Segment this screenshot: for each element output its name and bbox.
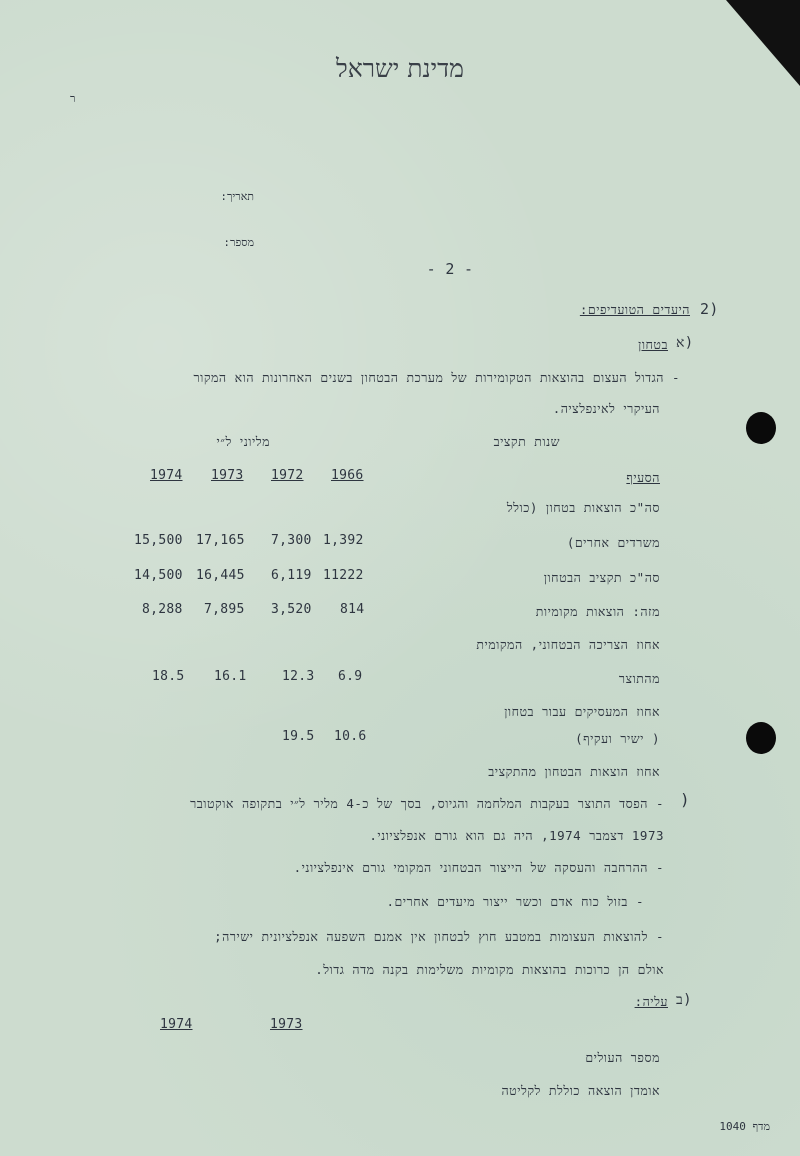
row-label: אחוז המעסיקים עבור בטחון: [504, 704, 660, 719]
folded-corner: [726, 0, 800, 86]
millions-label: מליוני ל״י: [216, 434, 270, 449]
section-number: 2): [700, 300, 719, 318]
table-cell: 6,119: [271, 568, 312, 583]
sub-b-title: עליה:: [634, 994, 668, 1009]
para2-line2: 1973 דצמבר 1974, היה גם הוא גורם אנפלציוני.: [369, 828, 664, 843]
date-label: תאריך:: [220, 190, 254, 203]
sub-b-letter: ב): [676, 992, 692, 1008]
corner-mark: ר: [70, 92, 76, 105]
table-cell: 8,288: [142, 602, 183, 617]
item-header: הסעיף: [626, 470, 660, 485]
table-cell: 3,520: [271, 602, 312, 617]
table-cell: 11222: [323, 568, 364, 583]
table-cell: 7,300: [271, 533, 312, 548]
bullet-item: - בזול כוח אדם וכשר ייצור מיעדים אחרים.: [386, 894, 644, 909]
table-cell: 12.3: [282, 669, 315, 684]
row-label: אחוז הוצאות הבטחון מהתקציב: [488, 764, 660, 779]
footer-form-number: מדף 1040: [719, 1120, 770, 1133]
page-number: - 2 -: [426, 260, 474, 278]
para5-line2: אולם הן כרוכות בהוצאות מקומיות משלימות בקנה מדה גדול.: [315, 962, 664, 977]
table-cell: 15,500: [134, 533, 183, 548]
year-header: 1972: [271, 468, 304, 483]
row-label: ( ישיר ועקיף): [575, 731, 660, 746]
table-cell: 18.5: [152, 669, 185, 684]
punch-hole: [746, 412, 776, 444]
aliya-year: 1973: [270, 1017, 303, 1032]
table-cell: 14,500: [134, 568, 183, 583]
year-header: 1966: [331, 468, 364, 483]
row-label: סה"כ תקציב הבטחון: [543, 570, 660, 585]
table-cell: 17,165: [196, 533, 245, 548]
aliya-row: מספר העולים: [585, 1050, 660, 1065]
aliya-year: 1974: [160, 1017, 193, 1032]
table-cell: 10.6: [334, 729, 367, 744]
row-label: מהתוצר: [618, 671, 660, 686]
table-cell: 6.9: [338, 669, 363, 684]
budget-year-label: שנות תקציב: [493, 434, 560, 449]
para2-line1: - הפסד התוצר בעקבות המלחמה והגיוס, בסך של כ-4 מליר ל״י בתקופה אוקטובר: [190, 796, 664, 811]
row-label: מזה: הוצאות מקומיות: [535, 604, 660, 619]
row-label: סה"כ הוצאות בטחון (כולל: [506, 500, 660, 515]
punch-hole: [746, 722, 776, 754]
table-cell: 16.1: [214, 669, 247, 684]
sub-a-letter: א): [676, 335, 694, 351]
sub-a-title: בטחון: [638, 337, 668, 352]
table-cell: 19.5: [282, 729, 315, 744]
number-label: מספר:: [223, 236, 254, 249]
letterhead: מדינת ישראל: [336, 54, 464, 83]
year-header: 1973: [211, 468, 244, 483]
bullet-item: - ההרחבה והעסקה של הייצור הבטחוני המקומי גורם אינפלציוני.: [293, 860, 664, 875]
year-header: 1974: [150, 468, 183, 483]
table-cell: 1,392: [323, 533, 364, 548]
table-cell: 16,445: [196, 568, 245, 583]
para1-line2: העיקרי לאינפלציה.: [552, 401, 660, 416]
table-cell: 814: [340, 602, 365, 617]
row-label: אחוז הצריכה הבטחוני, המקומית: [476, 637, 660, 652]
row-label: משרדים אחרים): [566, 535, 660, 550]
para1-line1: - הגדול העצום בהוצאות הטקומירות של מערכת הבטחון בשנים האחרונות הוא המקור: [193, 370, 680, 385]
table-cell: 7,895: [204, 602, 245, 617]
aliya-row: אומדן הוצאה כוללת לקליטה: [501, 1083, 660, 1098]
para5-line1: - להוצאות העצומות במטבע חוץ לבטחון אין אמנם השפעה אנפלציונית ישירה;: [214, 929, 664, 944]
section-title: היעדים הטועדיפים:: [579, 302, 690, 317]
paren-mark: ): [680, 790, 690, 809]
